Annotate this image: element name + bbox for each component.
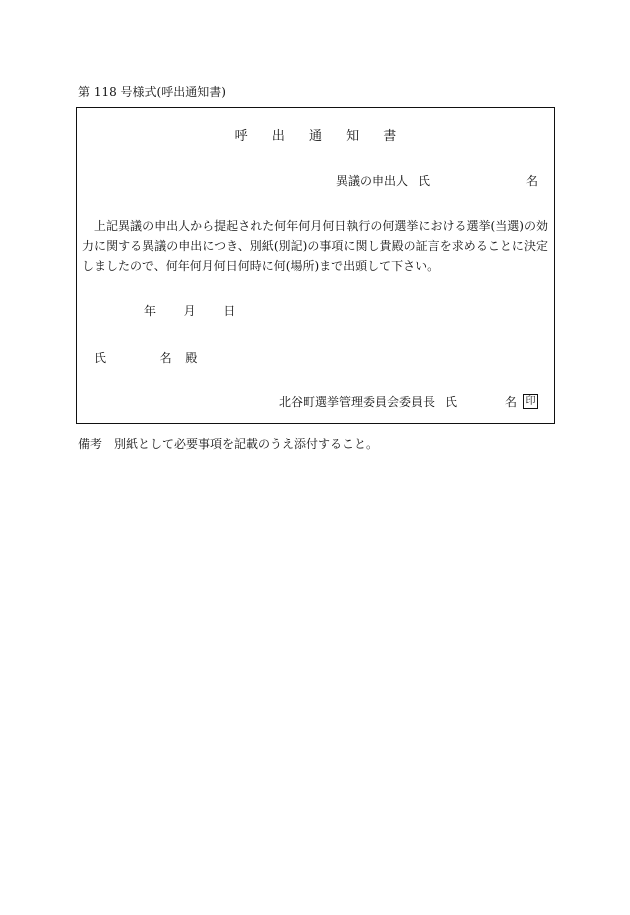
date-day-label: 日 (223, 304, 236, 318)
title-char: 出 (271, 129, 285, 144)
addressee-name-label: 名 (159, 351, 172, 365)
title-char: 呼 (234, 129, 248, 144)
date-line (144, 302, 235, 319)
addressee-honorific: 殿 (185, 351, 198, 365)
form-number: 第 118 号様式(呼出通知書) (78, 85, 226, 99)
issuer-name-label: 名 (504, 395, 517, 409)
applicant-surname-label: 氏 (417, 174, 430, 188)
title-char: 通 (308, 129, 322, 144)
applicant-name-label: 名 (525, 174, 538, 188)
body-text: 上記異議の申出人から提起された何年何月何日執行の何選挙における選挙(当選)の効力に関する異議の申出につき、別紙(別記)の事項に関し貴殿の証言を求めることに決定しましたので、何年何月何日何時に何(場所)まで出頭して下さい。 (82, 219, 548, 273)
issuer-title: 北谷町選挙管理委員会委員長 (278, 395, 435, 409)
summons-form-box (76, 107, 555, 424)
date-month-label: 月 (183, 304, 196, 318)
date-year-label: 年 (144, 304, 157, 318)
issuer-surname-label: 氏 (444, 395, 457, 409)
applicant-line (336, 172, 538, 189)
addressee-surname-label: 氏 (94, 351, 107, 365)
form-title (77, 125, 554, 144)
title-char: 書 (383, 129, 397, 144)
seal-mark: 印 (523, 394, 538, 409)
title-char: 知 (346, 129, 360, 144)
addressee-line (94, 349, 197, 366)
applicant-label: 異議の申出人 (335, 174, 408, 188)
issuer-line (279, 393, 538, 410)
remark-note: 備考 別紙として必要事項を記載のうえ添付すること。 (78, 437, 379, 451)
